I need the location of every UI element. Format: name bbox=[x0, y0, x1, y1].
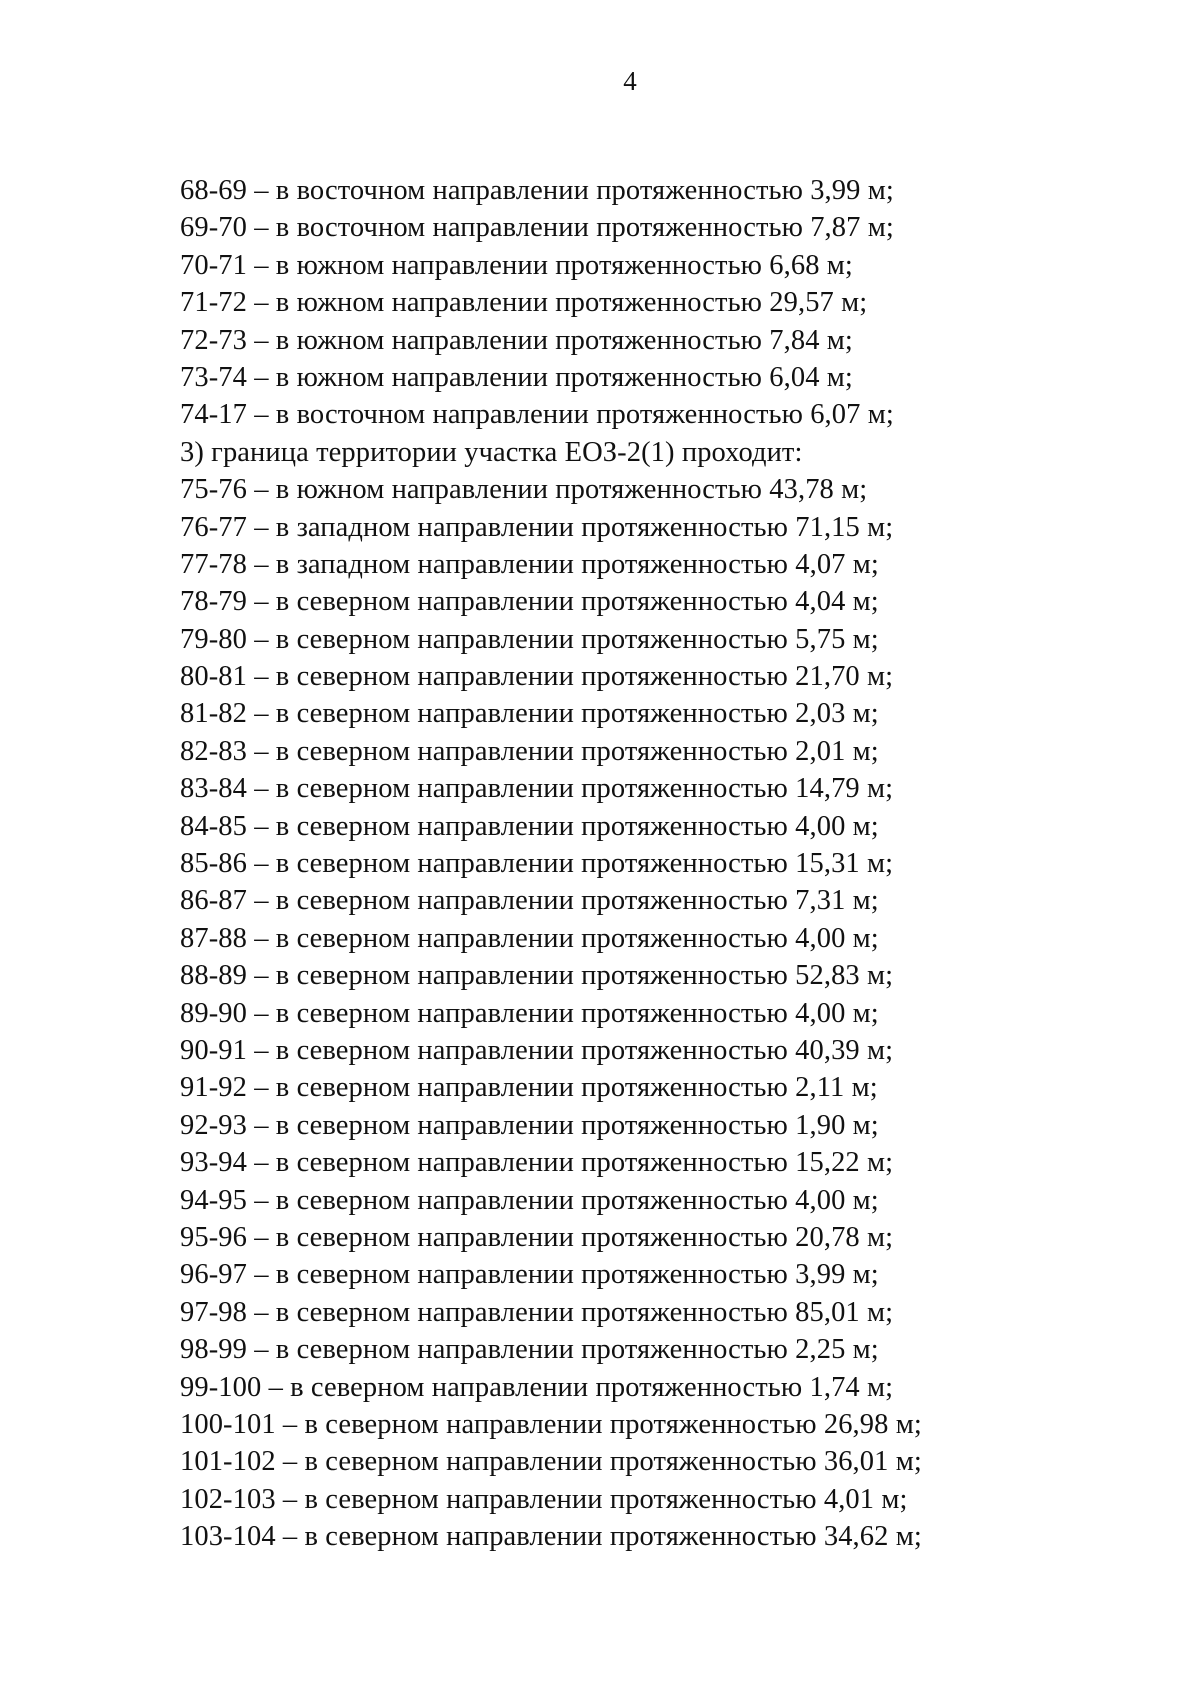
boundary-segment-line: 88-89 – в северном направлении протяженностью 52,83 м; bbox=[180, 960, 894, 992]
boundary-segment-line: 91-92 – в северном направлении протяженностью 2,11 м; bbox=[180, 1072, 878, 1104]
boundary-segment-line: 74-17 – в восточном направлении протяженностью 6,07 м; bbox=[180, 399, 894, 431]
boundary-segment-line: 98-99 – в северном направлении протяженностью 2,25 м; bbox=[180, 1334, 879, 1366]
boundary-segment-line: 78-79 – в северном направлении протяженностью 4,04 м; bbox=[180, 586, 879, 618]
boundary-segment-line: 101-102 – в северном направлении протяженностью 36,01 м; bbox=[180, 1446, 922, 1478]
boundary-segment-line: 86-87 – в северном направлении протяженностью 7,31 м; bbox=[180, 885, 879, 917]
boundary-segment-line: 89-90 – в северном направлении протяженностью 4,00 м; bbox=[180, 997, 879, 1029]
boundary-segment-line: 70-71 – в южном направлении протяженностью 6,68 м; bbox=[180, 249, 853, 281]
boundary-segment-line: 72-73 – в южном направлении протяженностью 7,84 м; bbox=[180, 324, 853, 356]
boundary-segment-line: 102-103 – в северном направлении протяженностью 4,01 м; bbox=[180, 1483, 908, 1515]
boundary-segment-line: 99-100 – в северном направлении протяженностью 1,74 м; bbox=[180, 1371, 894, 1403]
page-number: 4 bbox=[623, 66, 637, 96]
boundary-segment-line: 103-104 – в северном направлении протяженностью 34,62 м; bbox=[180, 1521, 922, 1553]
boundary-segment-line: 92-93 – в северном направлении протяженностью 1,90 м; bbox=[180, 1109, 879, 1141]
boundary-segment-list bbox=[180, 172, 1080, 1555]
boundary-segment-line: 81-82 – в северном направлении протяженностью 2,03 м; bbox=[180, 698, 879, 730]
boundary-segment-line: 95-96 – в северном направлении протяженностью 20,78 м; bbox=[180, 1221, 894, 1253]
boundary-segment-line: 100-101 – в северном направлении протяженностью 26,98 м; bbox=[180, 1408, 922, 1440]
boundary-segment-line: 83-84 – в северном направлении протяженностью 14,79 м; bbox=[180, 773, 894, 805]
boundary-segment-line: 68-69 – в восточном направлении протяженностью 3,99 м; bbox=[180, 175, 894, 206]
boundary-segment-line: 73-74 – в южном направлении протяженностью 6,04 м; bbox=[180, 361, 853, 393]
boundary-segment-line: 69-70 – в восточном направлении протяженностью 7,87 м; bbox=[180, 212, 894, 244]
boundary-segment-line: 76-77 – в западном направлении протяженностью 71,15 м; bbox=[180, 511, 894, 543]
boundary-segment-line: 75-76 – в южном направлении протяженностью 43,78 м; bbox=[180, 474, 868, 506]
boundary-segment-line: 87-88 – в северном направлении протяженностью 4,00 м; bbox=[180, 922, 879, 954]
boundary-segment-line: 85-86 – в северном направлении протяженностью 15,31 м; bbox=[180, 848, 894, 880]
boundary-segment-line: 96-97 – в северном направлении протяженностью 3,99 м; bbox=[180, 1259, 879, 1291]
boundary-segment-line: 77-78 – в западном направлении протяженностью 4,07 м; bbox=[180, 548, 879, 580]
section-heading: 3) граница территории участка ЕОЗ-2(1) проходит: bbox=[180, 436, 803, 468]
boundary-segment-line: 97-98 – в северном направлении протяженностью 85,01 м; bbox=[180, 1296, 894, 1328]
boundary-segment-line: 71-72 – в южном направлении протяженностью 29,57 м; bbox=[180, 287, 868, 319]
boundary-segment-line: 90-91 – в северном направлении протяженностью 40,39 м; bbox=[180, 1034, 894, 1066]
boundary-segment-line: 93-94 – в северном направлении протяженностью 15,22 м; bbox=[180, 1147, 894, 1179]
boundary-segment-line: 84-85 – в северном направлении протяженностью 4,00 м; bbox=[180, 810, 879, 842]
boundary-segment-line: 94-95 – в северном направлении протяженностью 4,00 м; bbox=[180, 1184, 879, 1216]
boundary-segment-line: 82-83 – в северном направлении протяженностью 2,01 м; bbox=[180, 735, 879, 767]
boundary-segment-line: 80-81 – в северном направлении протяженностью 21,70 м; bbox=[180, 661, 894, 693]
boundary-segment-line: 79-80 – в северном направлении протяженностью 5,75 м; bbox=[180, 623, 879, 655]
